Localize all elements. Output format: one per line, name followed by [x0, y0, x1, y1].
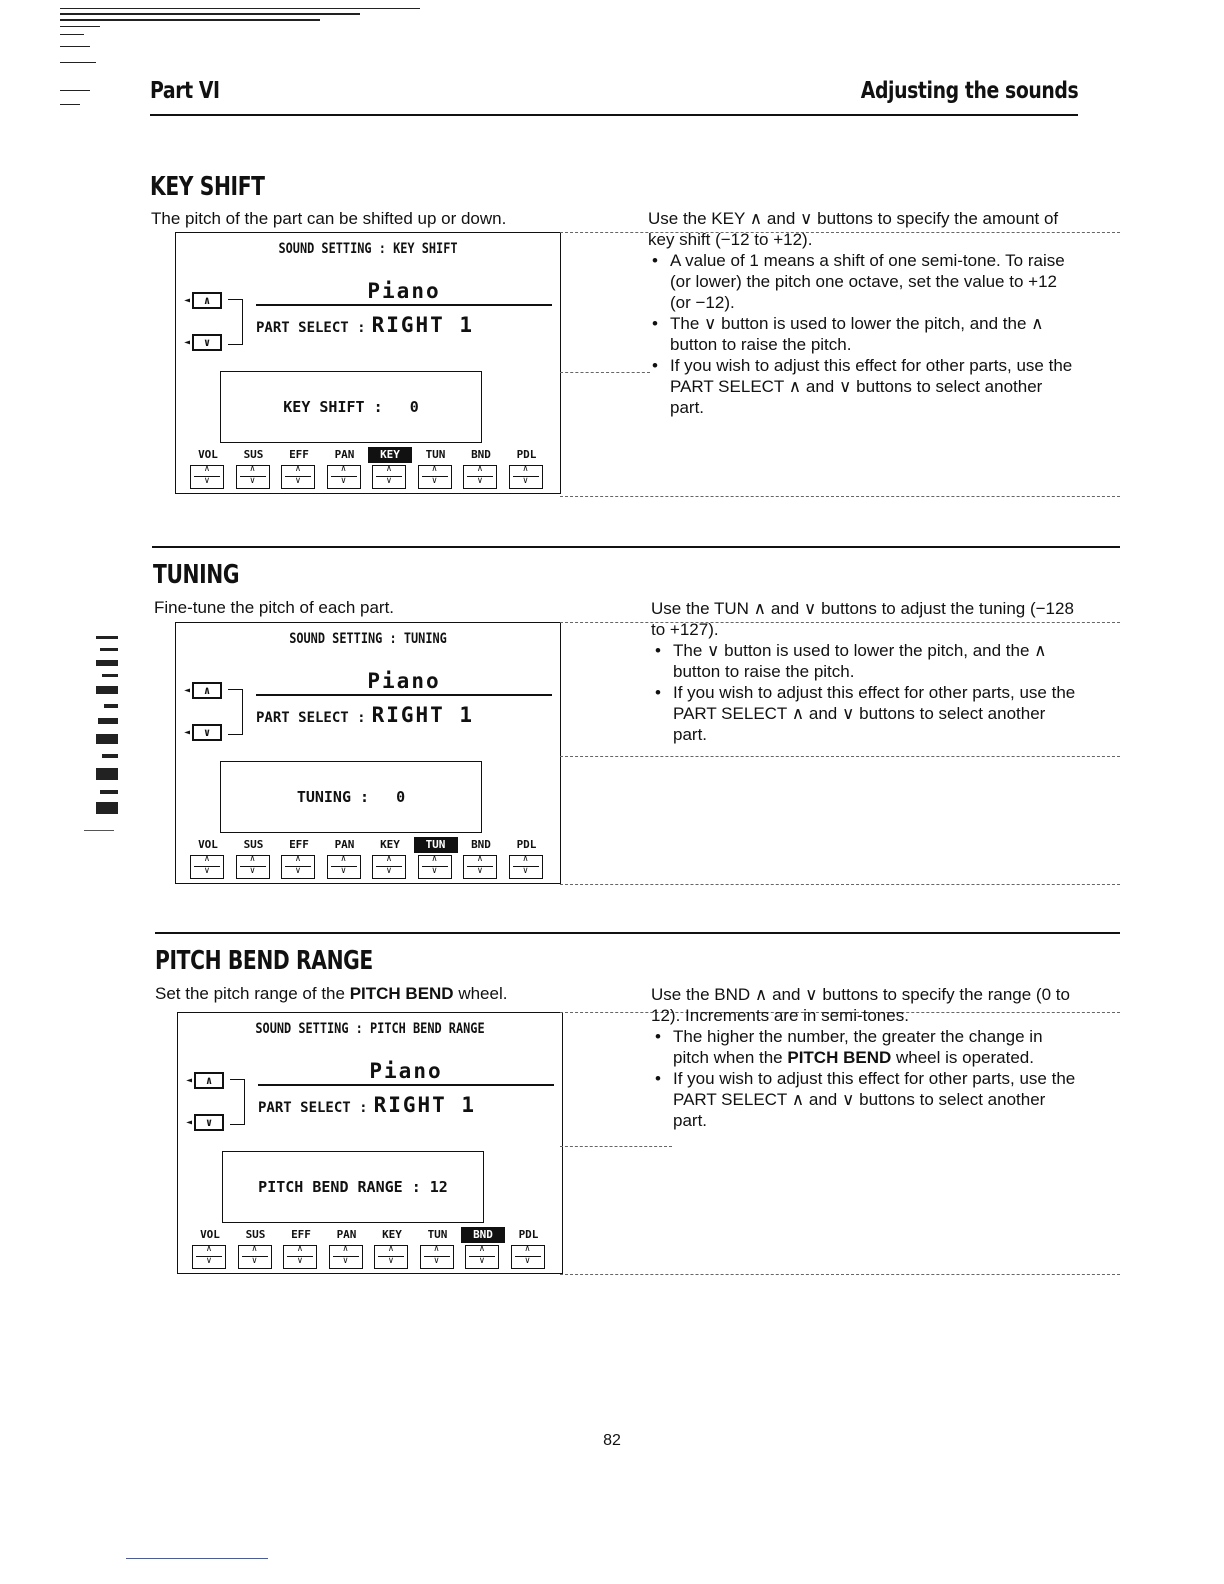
down-arrow-icon: ∨ — [340, 476, 347, 486]
tab-pan: PAN — [334, 838, 355, 851]
scan-artifact — [60, 8, 420, 9]
tab-tun: TUN — [414, 837, 458, 853]
key-up-down-button[interactable] — [374, 1245, 408, 1269]
description-lead: Use the BND ∧ and ∨ buttons to specify the range (0 to 12). Increments are in semi-tones. — [651, 985, 1070, 1025]
part-select-down-button[interactable] — [184, 331, 228, 353]
part-select-label: PART SELECT : — [256, 320, 366, 336]
up-arrow-icon: ∧ — [522, 464, 529, 474]
tab-vol: VOL — [200, 1228, 220, 1241]
down-arrow-icon: ∨ — [479, 1256, 485, 1266]
down-arrow-icon: ∨ — [249, 866, 256, 876]
part-select-row — [256, 313, 474, 337]
divider-line — [560, 756, 1120, 757]
scan-artifact — [60, 90, 90, 91]
scan-artifact — [84, 830, 114, 831]
intro-bold-text: PITCH BEND — [349, 984, 454, 1003]
up-arrow-icon: ∧ — [479, 1244, 485, 1254]
tun-up-down-button[interactable] — [418, 465, 452, 489]
down-arrow-icon: ∨ — [295, 476, 301, 486]
down-arrow-icon: ∨ — [386, 866, 392, 876]
up-arrow-icon: ∧ — [204, 854, 210, 864]
header-rule — [150, 114, 1078, 116]
down-arrow-icon: ∨ — [388, 1256, 394, 1266]
up-arrow-icon: ∧ — [249, 854, 256, 864]
up-arrow-icon: ∧ — [386, 464, 392, 474]
eff-up-down-button[interactable] — [281, 855, 315, 879]
down-arrow-icon: ∨ — [431, 476, 438, 486]
scan-artifact — [60, 13, 360, 15]
section-rule — [152, 546, 1120, 548]
vol-up-down-button[interactable] — [190, 855, 224, 879]
part-select-label: PART SELECT : — [258, 1100, 368, 1116]
down-arrow-icon: ∨ — [295, 866, 301, 876]
part-select-value: RIGHT 1 — [371, 313, 475, 337]
parameter-readout: PITCH BEND RANGE : 12 — [258, 1178, 448, 1196]
up-arrow-icon: ∧ — [388, 1244, 394, 1254]
down-arrow-icon: ∨ — [342, 1256, 349, 1266]
down-arrow-icon: ∨ — [522, 476, 529, 486]
parameter-readout: KEY SHIFT : 0 — [283, 398, 419, 416]
intro-text: Set the pitch range of the — [155, 984, 350, 1003]
pan-up-down-button[interactable] — [329, 1245, 363, 1269]
bracket-connector — [228, 689, 243, 735]
down-arrow-icon: ∨ — [297, 1256, 303, 1266]
up-arrow-icon: ∧ — [522, 854, 529, 864]
tab-key: KEY — [368, 447, 412, 463]
tab-vol: VOL — [198, 448, 218, 461]
pointer-icon: ◄ — [186, 1074, 193, 1086]
up-arrow-icon: ∧ — [433, 1244, 440, 1254]
bullet-text: The higher the number, the greater the change in pitch when the — [673, 1027, 1043, 1067]
lcd-display-pitch-bend-range — [177, 1012, 563, 1274]
scan-artifact — [60, 34, 84, 35]
sus-up-down-button[interactable] — [238, 1245, 272, 1269]
scan-artifact — [60, 62, 96, 63]
description-bullet: • If you wish to adjust this effect for other parts, use the PART SELECT ∧ and ∨ buttons to select another part. — [651, 682, 1081, 745]
up-arrow-icon: ∧ — [340, 464, 347, 474]
page-number: 82 — [603, 1432, 621, 1449]
description-bullet: • If you wish to adjust this effect for other parts, use the PART SELECT ∧ and ∨ buttons to select another part. — [648, 355, 1078, 418]
tab-pdl: PDL — [516, 838, 537, 851]
up-arrow-icon: ∧ — [249, 464, 256, 474]
lcd-title: SOUND SETTING : KEY SHIFT — [278, 241, 458, 257]
pointer-icon: ◄ — [184, 684, 191, 696]
description-bullet — [651, 1026, 1081, 1068]
scan-artifact — [60, 26, 100, 27]
down-arrow-icon: ∨ — [249, 476, 256, 486]
lcd-display-tuning — [175, 622, 561, 884]
scan-artifact — [126, 1558, 268, 1559]
tab-eff: EFF — [289, 838, 309, 851]
vol-up-down-button[interactable] — [192, 1245, 226, 1269]
voice-name: Piano — [256, 279, 552, 306]
tab-sus: SUS — [245, 1228, 266, 1241]
scan-artifact — [60, 19, 320, 21]
up-arrow-icon: ∧ — [206, 1244, 212, 1254]
section-title-pitch-bend-range: PITCH BEND RANGE — [155, 946, 373, 976]
down-arrow-icon: ∨ — [204, 476, 210, 486]
down-arrow-icon: ∨ — [204, 866, 210, 876]
header-part-label: Part VI — [150, 78, 220, 104]
pdl-up-down-button[interactable] — [511, 1245, 545, 1269]
down-arrow-icon: ∨ — [194, 1114, 224, 1131]
pointer-icon: ◄ — [186, 1116, 193, 1128]
down-arrow-icon: ∨ — [522, 866, 529, 876]
parameter-buttons — [188, 1245, 554, 1269]
part-select-down-button[interactable] — [186, 1111, 230, 1133]
voice-name: Piano — [256, 669, 552, 696]
bullet-bold-text: PITCH BEND — [787, 1048, 892, 1067]
header-chapter-title: Adjusting the sounds — [860, 78, 1078, 104]
tun-up-down-button[interactable] — [420, 1245, 454, 1269]
parameter-tabs — [186, 447, 552, 463]
up-arrow-icon: ∧ — [340, 854, 347, 864]
down-arrow-icon: ∨ — [477, 866, 483, 876]
section-intro — [155, 984, 507, 1004]
up-arrow-icon: ∧ — [431, 854, 438, 864]
description-bullet: • If you wish to adjust this effect for other parts, use the PART SELECT ∧ and ∨ buttons to select another part. — [651, 1068, 1081, 1131]
tab-pdl: PDL — [516, 448, 537, 461]
sus-up-down-button[interactable] — [236, 465, 270, 489]
description-bullet: • The ∨ button is used to lower the pitch, and the ∧ button to raise the pitch. — [651, 640, 1081, 682]
lcd-title: SOUND SETTING : TUNING — [289, 631, 447, 647]
tab-sus: SUS — [243, 448, 264, 461]
parameter-readout: TUNING : 0 — [296, 788, 406, 806]
down-arrow-icon: ∨ — [251, 1256, 258, 1266]
up-arrow-icon: ∧ — [431, 464, 438, 474]
up-arrow-icon: ∧ — [342, 1244, 349, 1254]
parameter-value-box — [220, 761, 482, 833]
tab-key: KEY — [380, 838, 400, 851]
up-arrow-icon: ∧ — [194, 1072, 224, 1089]
description-bullet: • The ∨ button is used to lower the pitch, and the ∧ button to raise the pitch. — [648, 313, 1078, 355]
tab-bnd: BND — [471, 448, 491, 461]
tab-pan: PAN — [336, 1228, 357, 1241]
up-arrow-icon: ∧ — [295, 464, 301, 474]
up-arrow-icon: ∧ — [477, 464, 483, 474]
down-arrow-icon: ∨ — [431, 866, 438, 876]
bullet-text: wheel is operated. — [891, 1048, 1034, 1067]
pointer-icon: ◄ — [184, 726, 191, 738]
bracket-connector — [230, 1079, 245, 1125]
bnd-up-down-button[interactable] — [463, 465, 497, 489]
divider-line — [560, 884, 1120, 885]
tun-up-down-button[interactable] — [418, 855, 452, 879]
description-key-shift — [648, 208, 1078, 418]
pdl-up-down-button[interactable] — [509, 855, 543, 879]
down-arrow-icon: ∨ — [433, 1256, 440, 1266]
up-arrow-icon: ∧ — [295, 854, 301, 864]
down-arrow-icon: ∨ — [206, 1256, 212, 1266]
voice-name: Piano — [258, 1059, 554, 1086]
scan-artifact — [60, 104, 80, 105]
pointer-icon: ◄ — [184, 294, 191, 306]
up-arrow-icon: ∧ — [251, 1244, 258, 1254]
part-select-value: RIGHT 1 — [373, 1093, 477, 1117]
up-arrow-icon: ∧ — [192, 292, 222, 309]
vol-up-down-button[interactable] — [190, 465, 224, 489]
key-up-down-button[interactable] — [372, 465, 406, 489]
sus-up-down-button[interactable] — [236, 855, 270, 879]
parameter-value-box — [220, 371, 482, 443]
part-select-row — [258, 1093, 476, 1117]
tab-bnd: BND — [461, 1227, 505, 1243]
lcd-display-key-shift — [175, 232, 561, 494]
parameter-buttons — [186, 855, 552, 879]
part-select-value: RIGHT 1 — [371, 703, 475, 727]
parameter-tabs — [188, 1227, 554, 1243]
up-arrow-icon: ∧ — [386, 854, 392, 864]
divider-line — [560, 1274, 1120, 1275]
lcd-title: SOUND SETTING : PITCH BEND RANGE — [255, 1021, 485, 1037]
eff-up-down-button[interactable] — [281, 465, 315, 489]
tab-bnd: BND — [471, 838, 491, 851]
up-arrow-icon: ∧ — [204, 464, 210, 474]
down-arrow-icon: ∨ — [524, 1256, 531, 1266]
description-pitch-bend-range — [651, 984, 1081, 1131]
section-intro: Fine-tune the pitch of each part. — [154, 598, 395, 617]
up-arrow-icon: ∧ — [524, 1244, 531, 1254]
part-select-up-button[interactable] — [184, 679, 228, 701]
down-arrow-icon: ∨ — [192, 724, 222, 741]
parameter-tabs — [186, 837, 552, 853]
section-rule — [155, 932, 1120, 934]
part-select-up-button[interactable] — [186, 1069, 230, 1091]
down-arrow-icon: ∨ — [477, 476, 483, 486]
up-arrow-icon: ∧ — [477, 854, 483, 864]
pdl-up-down-button[interactable] — [509, 465, 543, 489]
bnd-up-down-button[interactable] — [465, 1245, 499, 1269]
part-select-up-button[interactable] — [184, 289, 228, 311]
description-lead: Use the KEY ∧ and ∨ buttons to specify the amount of key shift (−12 to +12). — [648, 209, 1059, 249]
divider-line — [560, 1146, 672, 1147]
section-title-key-shift: KEY SHIFT — [150, 172, 265, 202]
part-select-down-button[interactable] — [184, 721, 228, 743]
up-arrow-icon: ∧ — [192, 682, 222, 699]
bnd-up-down-button[interactable] — [463, 855, 497, 879]
tab-tun: TUN — [425, 448, 446, 461]
down-arrow-icon: ∨ — [192, 334, 222, 351]
description-lead: Use the TUN ∧ and ∨ buttons to adjust the tuning (−128 to +127). — [651, 599, 1074, 639]
down-arrow-icon: ∨ — [340, 866, 347, 876]
up-arrow-icon: ∧ — [297, 1244, 303, 1254]
key-up-down-button[interactable] — [372, 855, 406, 879]
section-title-tuning: TUNING — [153, 560, 240, 590]
part-select-row — [256, 703, 474, 727]
down-arrow-icon: ∨ — [386, 476, 392, 486]
tab-key: KEY — [382, 1228, 402, 1241]
tab-pdl: PDL — [518, 1228, 539, 1241]
eff-up-down-button[interactable] — [283, 1245, 317, 1269]
description-bullet: • A value of 1 means a shift of one semi-tone. To raise (or lower) the pitch one octave, set the value to +12 (or −12). — [648, 250, 1078, 313]
tab-vol: VOL — [198, 838, 218, 851]
pan-up-down-button[interactable] — [327, 855, 361, 879]
intro-text: wheel. — [453, 984, 508, 1003]
tab-sus: SUS — [243, 838, 264, 851]
side-edge-mark — [96, 636, 118, 816]
tab-eff: EFF — [291, 1228, 311, 1241]
tab-eff: EFF — [289, 448, 309, 461]
pointer-icon: ◄ — [184, 336, 191, 348]
tab-tun: TUN — [427, 1228, 448, 1241]
tab-pan: PAN — [334, 448, 355, 461]
section-intro: The pitch of the part can be shifted up or down. — [151, 209, 507, 228]
parameter-value-box — [222, 1151, 484, 1223]
pan-up-down-button[interactable] — [327, 465, 361, 489]
description-tuning — [651, 598, 1081, 745]
bracket-connector — [228, 299, 243, 345]
part-select-label: PART SELECT : — [256, 710, 366, 726]
scan-artifact — [60, 46, 90, 47]
divider-line — [560, 372, 650, 373]
divider-line — [560, 496, 1120, 497]
parameter-buttons — [186, 465, 552, 489]
